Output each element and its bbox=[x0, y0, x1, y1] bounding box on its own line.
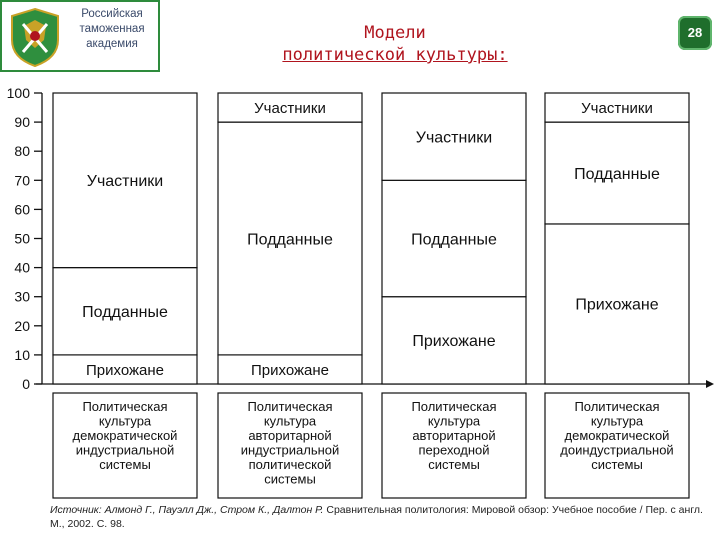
segment-label: Подданные bbox=[574, 165, 660, 183]
y-tick-label: 0 bbox=[22, 376, 30, 392]
title-line-2: политической культуры: bbox=[282, 45, 508, 65]
y-tick-label: 70 bbox=[14, 172, 30, 189]
segment-label: Прихожане bbox=[412, 333, 496, 351]
y-tick-label: 40 bbox=[14, 259, 30, 276]
category-caption: Политическая культура демократической доиндустриальной системы bbox=[560, 399, 674, 472]
x-axis-arrow-icon bbox=[706, 380, 714, 388]
y-tick-label: 50 bbox=[14, 230, 30, 247]
y-tick-label: 60 bbox=[14, 201, 30, 218]
category-caption: Политическая культура демократической индустриальной системы bbox=[72, 399, 178, 472]
y-tick-label: 90 bbox=[14, 114, 30, 131]
y-tick-label: 80 bbox=[14, 143, 30, 160]
segment-label: Прихожане bbox=[85, 361, 165, 379]
segment-label: Подданные bbox=[82, 304, 168, 322]
y-tick-label: 100 bbox=[6, 85, 30, 101]
source-text: Сравнительная политология: Мировой обзор: Учебное пособие / Пер. с англ. М., 2002. С. 98. bbox=[50, 504, 703, 530]
org-name: Российская таможенная академия bbox=[79, 8, 145, 50]
category-caption: Политическая культура авторитарной переходной системы bbox=[411, 399, 497, 472]
segment-label: Подданные bbox=[247, 231, 333, 249]
segment-label: Прихожане bbox=[575, 296, 659, 314]
segment-label: Прихожане bbox=[250, 361, 330, 379]
bars bbox=[53, 93, 689, 384]
segment-label: Участники bbox=[415, 129, 493, 147]
title-line-1: Модели bbox=[364, 23, 426, 43]
segment-label: Подданные bbox=[411, 231, 497, 249]
segment-label: Участники bbox=[581, 99, 653, 117]
y-tick-label: 30 bbox=[14, 288, 30, 305]
page-number-badge[interactable]: 28 bbox=[678, 16, 712, 50]
category-caption: Политическая культура авторитарной индустриальной политической системы bbox=[240, 399, 340, 487]
y-tick-label: 10 bbox=[14, 346, 30, 363]
y-tick-label: 20 bbox=[14, 317, 30, 334]
category-captions bbox=[53, 393, 689, 498]
source-citation bbox=[50, 503, 710, 531]
source-label: Источник: Алмонд Г., Пауэлл Дж., Стром К., Далтон Р. bbox=[50, 504, 324, 516]
segment-label: Участники bbox=[254, 99, 326, 117]
segment-label: Участники bbox=[86, 173, 164, 191]
